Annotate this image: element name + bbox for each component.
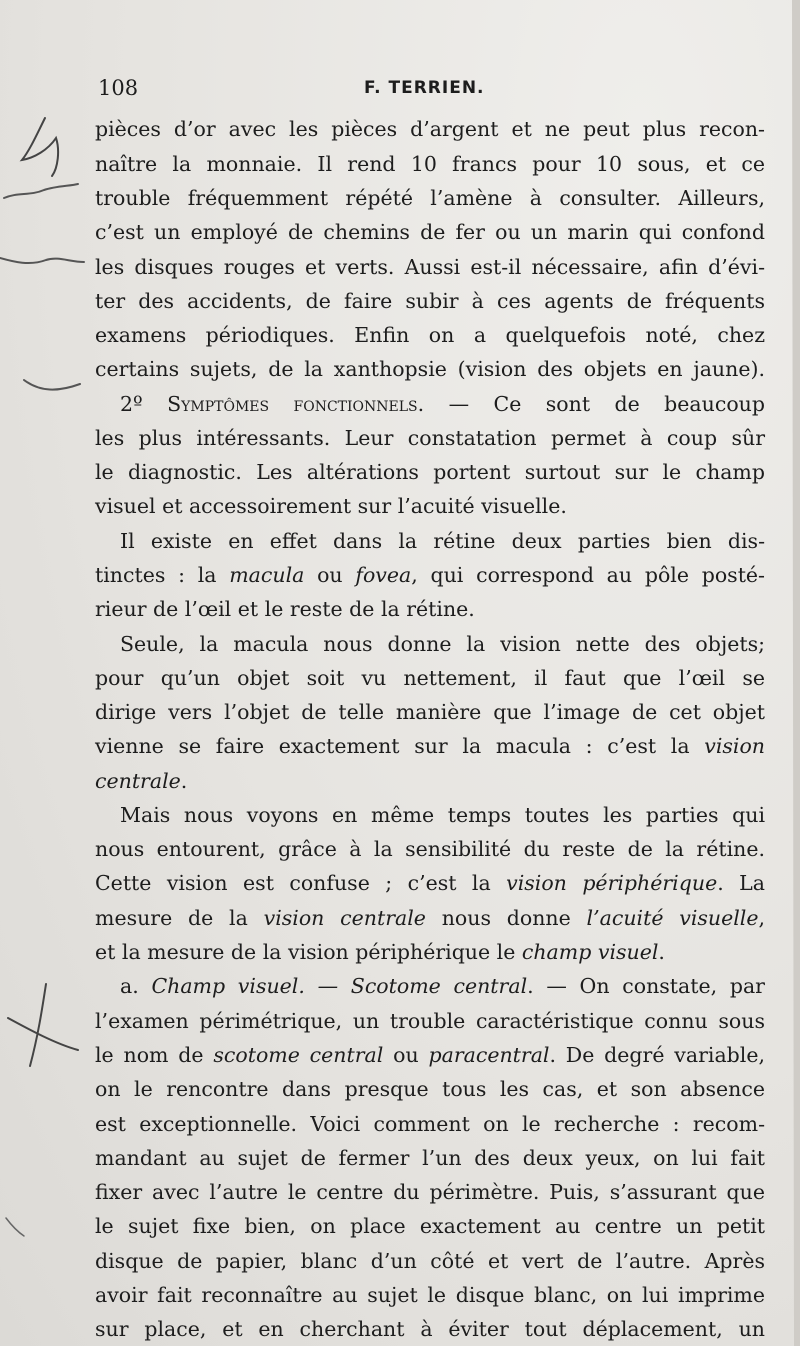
- text-line: [95, 764, 765, 798]
- text-segment: ,: [758, 906, 766, 930]
- text-line: avoir fait reconnaître au sujet le disque blanc, on lui imprime: [95, 1283, 765, 1307]
- italic-term: vision: [704, 734, 765, 758]
- italic-term: centrale: [95, 769, 181, 793]
- text-line: [95, 558, 765, 592]
- italic-term: fovea: [355, 563, 412, 587]
- running-header: [98, 76, 768, 106]
- text-line: dirige vers l’objet de telle manière que l’image de cet objet: [95, 700, 765, 724]
- italic-term: l’acuité visuelle: [586, 906, 759, 930]
- text-line: le sujet fixe bien, on place exactement au centre un petit: [95, 1214, 765, 1238]
- text-segment: , qui correspond au pôle posté-: [411, 563, 765, 587]
- italic-term: macula: [229, 563, 305, 587]
- text-segment: — Ce sont de beaucoup: [424, 392, 765, 416]
- text-line: Mais nous voyons en même temps toutes les parties qui: [120, 803, 765, 827]
- text-segment: mesure de la: [95, 906, 264, 930]
- section-number: 2º: [120, 392, 168, 416]
- section-heading-line: [120, 387, 765, 421]
- text-line: [95, 935, 765, 969]
- text-line: on le rencontre dans presque tous les cas, et son absence: [95, 1077, 765, 1101]
- margin-mark-tick: [6, 1218, 24, 1236]
- text-line: naître la monnaie. Il rend 10 francs pour 10 sous, et ce: [95, 152, 765, 176]
- text-line: nous entourent, grâce à la sensibilité du reste de la rétine.: [95, 837, 765, 861]
- text-line: disque de papier, blanc d’un côté et vert de l’autre. Après: [95, 1249, 765, 1273]
- text-line: Il existe en effet dans la rétine deux parties bien dis-: [120, 529, 765, 553]
- text-line: visuel et accessoirement sur l’acuité visuelle.: [95, 494, 567, 518]
- text-line: c’est un employé de chemins de fer ou un marin qui confond: [95, 220, 765, 244]
- text-segment: . De degré variable,: [549, 1043, 765, 1067]
- text-segment: ou: [304, 563, 356, 587]
- text-line: trouble fréquemment répété l’amène à consulter. Ailleurs,: [95, 186, 765, 210]
- text-segment: et la mesure de la vision périphérique le: [95, 940, 522, 964]
- text-segment: nous donne: [425, 906, 587, 930]
- text-line: rieur de l’œil et le reste de la rétine.: [95, 597, 475, 621]
- text-line: ter des accidents, de faire subir à ces agents de fréquents: [95, 289, 765, 313]
- running-head-title: F. TERRIEN.: [364, 78, 485, 98]
- text-segment: ou: [383, 1043, 429, 1067]
- text-segment: le nom de: [95, 1043, 214, 1067]
- text-line: [95, 866, 765, 900]
- page-edge-shadow: [792, 0, 800, 1346]
- text-line: le diagnostic. Les altérations portent surtout sur le champ: [95, 460, 765, 484]
- text-line: certains sujets, de la xanthopsie (vision des objets en jaune).: [95, 357, 765, 381]
- margin-mark-squiggle: [22, 118, 58, 176]
- text-line: pièces d’or avec les pièces d’argent et ne peut plus recon-: [95, 117, 765, 141]
- text-line: [95, 1038, 765, 1072]
- text-line: les plus intéressants. Leur constatation permet à coup sûr: [95, 426, 765, 450]
- text-line: pour qu’un objet soit vu nettement, il faut que l’œil se: [95, 666, 765, 690]
- margin-mark-stroke-2: [0, 258, 84, 263]
- text-line: mandant au sujet de fermer l’un des deux yeux, on lui fait: [95, 1146, 765, 1170]
- text-segment: vienne se faire exactement sur la macula : c’est la: [95, 734, 705, 758]
- italic-term: vision centrale: [263, 906, 426, 930]
- text-line: sur place, et en cherchant à éviter tout déplacement, un: [95, 1317, 765, 1341]
- text-line: [95, 729, 765, 763]
- subsection-line: [120, 969, 765, 1003]
- text-segment: a.: [120, 974, 152, 998]
- italic-term: vision périphérique: [506, 871, 718, 895]
- italic-term: champ visuel: [521, 940, 659, 964]
- text-segment: .: [180, 769, 188, 793]
- text-segment: tinctes : la: [95, 563, 230, 587]
- text-segment: Cette vision est confuse ; c’est la: [95, 871, 507, 895]
- text-line: [95, 901, 765, 935]
- text-segment: . — On constate, par: [527, 974, 765, 998]
- text-segment: .: [658, 940, 665, 964]
- page-number: 108: [98, 76, 139, 100]
- text-line: les disques rouges et verts. Aussi est-il nécessaire, afin d’évi-: [95, 255, 765, 279]
- text-line: est exceptionnelle. Voici comment on le recherche : recom-: [95, 1112, 765, 1136]
- italic-term: scotome central: [213, 1043, 384, 1067]
- text-line: l’examen périmétrique, un trouble caractéristique connu sous: [95, 1009, 765, 1033]
- italic-term: Champ visuel. — Scotome central: [151, 974, 528, 998]
- text-line: fixer avec l’autre le centre du périmètre. Puis, s’assurant que: [95, 1180, 765, 1204]
- text-line: Seule, la macula nous donne la vision nette des objets;: [120, 632, 765, 656]
- margin-mark-stroke-1: [4, 184, 78, 198]
- margin-mark-stroke-3: [24, 380, 80, 390]
- section-title: Symptômes fonctionnels.: [167, 392, 425, 416]
- italic-term: paracentral: [428, 1043, 550, 1067]
- text-segment: . La: [717, 871, 765, 895]
- text-line: examens périodiques. Enfin on a quelquefois noté, chez: [95, 323, 765, 347]
- margin-mark-cross: [8, 984, 78, 1066]
